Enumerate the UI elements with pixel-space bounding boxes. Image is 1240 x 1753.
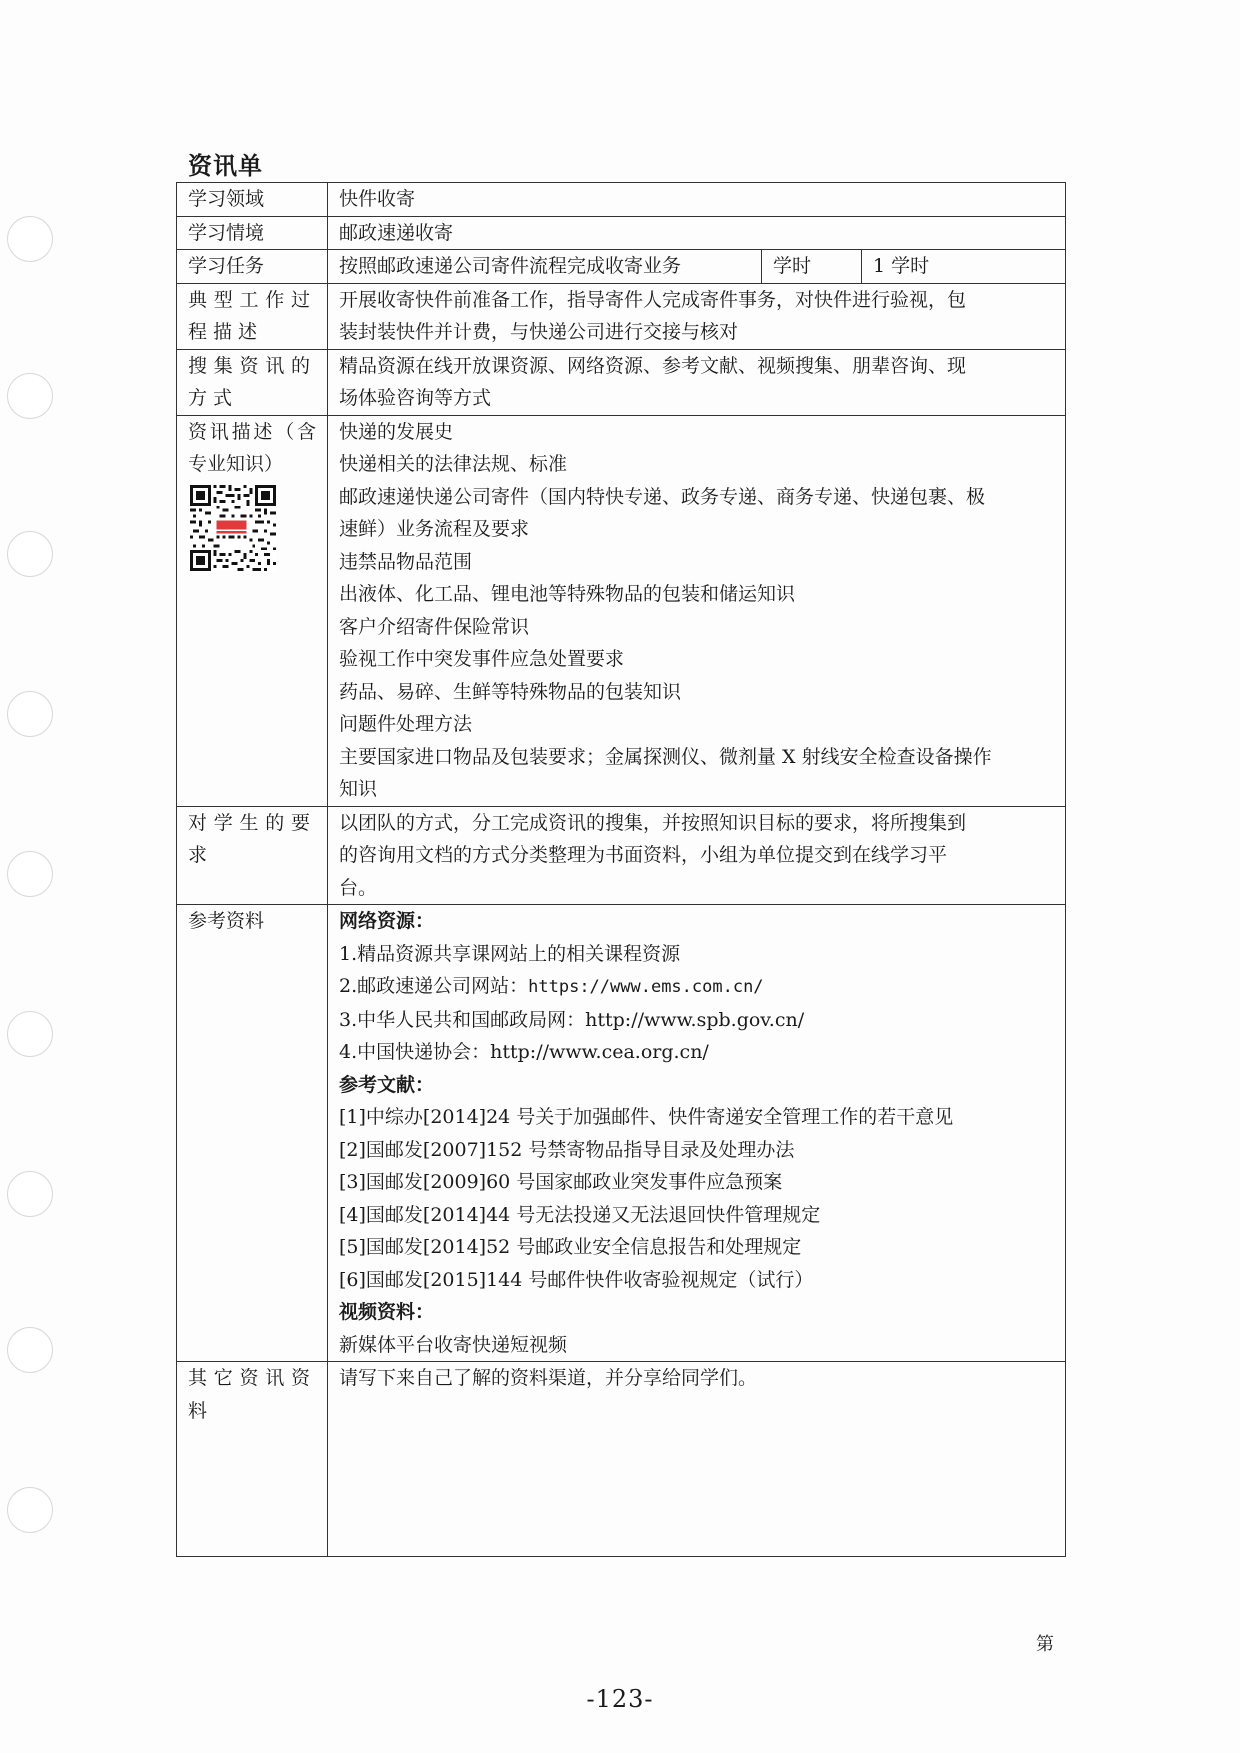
- text-line: 快递的发展史: [339, 420, 454, 443]
- label-task: 学习任务: [177, 250, 328, 284]
- label-situation: 学习情境: [177, 216, 328, 250]
- row-situation: [177, 216, 1066, 250]
- binder-hole: [7, 1327, 53, 1373]
- text-line: 快递相关的法律法规、标准: [339, 453, 568, 475]
- video-heading: 视频资料：: [339, 1301, 435, 1323]
- literature-item: [5]国邮发[2014]52 号邮政业安全信息报告和处理规定: [339, 1236, 802, 1258]
- row-references: [177, 905, 1066, 1362]
- text-line: 装封装快件并计费，与快递公司进行交接与核对: [339, 321, 739, 343]
- literature-heading: 参考文献：: [339, 1073, 435, 1096]
- value-domain: 快件收寄: [328, 183, 1066, 217]
- text-line: 验视工作中突发事件应急处置要求: [339, 648, 625, 670]
- text-line: 台。: [339, 876, 378, 899]
- label-description-text: 资讯描述（含专业知识）: [188, 420, 316, 475]
- video-item: 新媒体平台收寄快递短视频: [339, 1333, 568, 1356]
- label-hours: 学时: [762, 250, 862, 284]
- label-domain: 学习领域: [177, 183, 328, 217]
- reference-link[interactable]: 1.精品资源共享课网站上的相关课程资源: [339, 942, 681, 965]
- label-method: 搜集资讯的方式: [177, 349, 328, 415]
- literature-item: [1]中综办[2014]24 号关于加强邮件、快件寄递安全管理工作的若干意见: [339, 1106, 954, 1128]
- label-process: 典型工作过程描述: [177, 283, 328, 349]
- literature-item: [2]国邮发[2007]152 号禁寄物品指导目录及处理办法: [339, 1138, 795, 1161]
- info-table: [176, 182, 1066, 1557]
- text-line: 客户介绍寄件保险常识: [339, 615, 530, 638]
- text-line: 主要国家进口物品及包装要求；金属探测仪、微剂量 X 射线安全检查设备操作: [339, 745, 992, 768]
- label-other: 其它资讯资料: [177, 1362, 328, 1557]
- reference-link-prefix: 2.邮政速递公司网站：: [339, 975, 529, 997]
- value-other: 请写下来自己了解的资料渠道，并分享给同学们。: [328, 1362, 1066, 1557]
- text-line: 邮政速递快递公司寄件（国内特快专递、政务专递、商务专递、快递包裹、极: [339, 485, 986, 508]
- row-process: [177, 283, 1066, 349]
- value-situation: 邮政速递收寄: [328, 216, 1066, 250]
- literature-item: [4]国邮发[2014]44 号无法投递又无法退回快件管理规定: [339, 1203, 821, 1226]
- value-process: [328, 283, 1066, 349]
- literature-item: [6]国邮发[2015]144 号邮件快件收寄验视规定（试行）: [339, 1268, 814, 1291]
- value-requirement: [328, 806, 1066, 905]
- page-number: -123-: [586, 1685, 654, 1713]
- value-description: [328, 415, 1066, 806]
- literature-item: [3]国邮发[2009]60 号国家邮政业突发事件应急预案: [339, 1171, 783, 1193]
- text-line: 开展收寄快件前准备工作，指导寄件人完成寄件事务，对快件进行验视，包: [339, 288, 967, 311]
- text-line: 违禁品物品范围: [339, 550, 473, 573]
- text-line: 知识: [339, 778, 378, 800]
- row-task: [177, 250, 1066, 284]
- value-hours: 1 学时: [862, 250, 1066, 284]
- value-task: 按照邮政速递公司寄件流程完成收寄业务: [328, 250, 762, 284]
- footer-di: 第: [1036, 1634, 1054, 1655]
- reference-link[interactable]: 4.中国快递协会：http://www.cea.org.cn/: [339, 1041, 709, 1063]
- page-title: 资讯单: [188, 151, 263, 180]
- qr-code-icon[interactable]: [190, 485, 276, 571]
- binder-hole: [7, 691, 53, 737]
- text-line: 速鲜）业务流程及要求: [339, 518, 530, 540]
- row-domain: [177, 183, 1066, 217]
- row-requirement: [177, 806, 1066, 905]
- binder-hole: [7, 1171, 53, 1217]
- label-description: [177, 415, 328, 806]
- binder-hole: [7, 1011, 53, 1057]
- binder-hole: [7, 531, 53, 577]
- reference-link[interactable]: [339, 970, 1054, 1004]
- text-line: 药品、易碎、生鲜等特殊物品的包装知识: [339, 680, 682, 703]
- row-method: [177, 349, 1066, 415]
- label-requirement: 对学生的要求: [177, 806, 328, 905]
- text-line: 出液体、化工品、锂电池等特殊物品的包装和储运知识: [339, 583, 796, 605]
- reference-url[interactable]: https://www.ems.com.cn/: [528, 977, 764, 997]
- row-description: [177, 415, 1066, 806]
- reference-link[interactable]: 3.中华人民共和国邮政局网：http://www.spb.gov.cn/: [339, 1008, 805, 1031]
- row-other: [177, 1362, 1066, 1557]
- text-line: 精品资源在线开放课资源、网络资源、参考文献、视频搜集、朋辈咨询、现: [339, 354, 967, 377]
- text-line: 场体验咨询等方式: [339, 387, 492, 409]
- binder-hole: [7, 216, 53, 262]
- binder-hole: [7, 1487, 53, 1533]
- binder-hole: [7, 851, 53, 897]
- value-method: [328, 349, 1066, 415]
- value-references: [328, 905, 1066, 1362]
- label-references: 参考资料: [177, 905, 328, 1362]
- web-resources-heading: 网络资源：: [339, 910, 435, 932]
- binder-hole: [7, 373, 53, 419]
- text-line: 的咨询用文档的方式分类整理为书面资料，小组为单位提交到在线学习平: [339, 844, 948, 866]
- text-line: 问题件处理方法: [339, 713, 473, 735]
- text-line: 以团队的方式，分工完成资讯的搜集，并按照知识目标的要求，将所搜集到: [339, 811, 967, 834]
